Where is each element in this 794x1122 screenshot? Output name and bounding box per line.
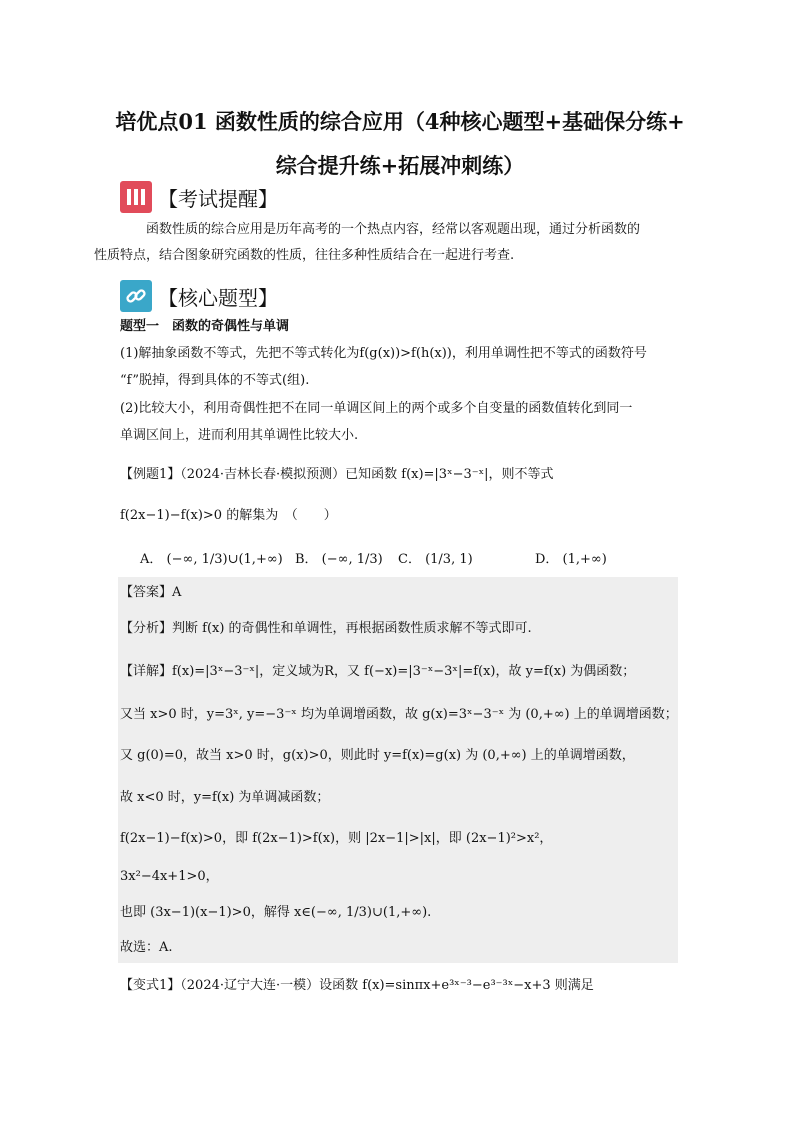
type-1-heading: 题型一 函数的奇偶性与单调	[120, 319, 290, 334]
detail-line-8: 故选：A.	[120, 940, 173, 955]
reminder-text	[94, 217, 680, 269]
detail-line-7: 也即 (3x−1)(x−1)>0，解得 x∈(−∞, 1/3)∪(1,+∞).	[120, 905, 432, 920]
page-title	[100, 100, 700, 188]
option-b: B． (−∞, 1/3)	[295, 552, 383, 567]
title-line-1: 培优点01 函数性质的综合应用（4种核心题型+基础保分练+	[115, 109, 685, 134]
detail-line-4: 故 x<0 时，y=f(x) 为单调减函数；	[120, 790, 330, 805]
link-icon	[120, 280, 152, 312]
reminder-section-header	[120, 180, 278, 214]
variant-1-stem: 【变式1】（2024·辽宁大连·一模）设函数 f(x)=sinπx+e³ˣ⁻³−e³⁻³ˣ−x+3 则满足	[120, 978, 594, 993]
book-icon	[120, 181, 152, 213]
reminder-line-2: 性质特点，结合图象研究函数的性质，往往多种性质结合在一起进行考查.	[94, 248, 515, 263]
example-1-stem-line-1: 【例题1】（2024·吉林长春·模拟预测）已知函数 f(x)=|3ˣ−3⁻ˣ|，则不等式	[120, 467, 554, 482]
detail-line-2: 又当 x>0 时，y=3ˣ, y=−3⁻ˣ 均为单调增函数，故 g(x)=3ˣ−3⁻ˣ 为 (0,+∞) 上的单调增函数；	[120, 707, 678, 722]
detail-line-5: f(2x−1)−f(x)>0，即 f(2x−1)>f(x)，则 |2x−1|>|x|，即 (2x−1)²>x²，	[120, 831, 553, 846]
option-c: C． (1/3, 1)	[398, 552, 473, 567]
core-heading: 【核心题型】	[158, 285, 278, 310]
reminder-line-1: 函数性质的综合应用是历年高考的一个热点内容，经常以客观题出现，通过分析函数的	[146, 222, 641, 237]
reminder-heading: 【考试提醒】	[158, 186, 278, 211]
method-2-line-1: (2)比较大小，利用奇偶性把不在同一单调区间上的两个或多个自变量的函数值转化到同一	[120, 401, 633, 416]
method-1-line-2: “f”脱掉，得到具体的不等式(组).	[120, 373, 310, 388]
method-paragraph-2	[120, 395, 680, 449]
example-1-stem-line-2: f(2x−1)−f(x)>0 的解集为 （ ）	[120, 508, 337, 523]
analysis-line: 【分析】判断 f(x) 的奇偶性和单调性，再根据函数性质求解不等式即可.	[120, 621, 532, 636]
detail-line-1: 【详解】f(x)=|3ˣ−3⁻ˣ|，定义域为R，又 f(−x)=|3⁻ˣ−3ˣ|=f(x)，故 y=f(x) 为偶函数；	[120, 664, 636, 679]
option-a: A． (−∞, 1/3)∪(1,+∞)	[140, 552, 283, 567]
core-section-header	[120, 279, 278, 313]
example-1-options	[140, 548, 660, 568]
detail-line-6: 3x²−4x+1>0，	[120, 869, 219, 884]
method-1-line-1: (1)解抽象函数不等式，先把不等式转化为f(g(x))>f(h(x))，利用单调性把不等式的函数符号	[120, 346, 647, 361]
answer-line: 【答案】A	[120, 585, 182, 600]
method-paragraph-1	[120, 340, 680, 394]
detail-line-3: 又 g(0)=0，故当 x>0 时，g(x)>0，则此时 y=f(x)=g(x) 为 (0,+∞) 上的单调增函数，	[120, 748, 635, 763]
title-line-2: 综合提升练+拓展冲刺练）	[275, 153, 525, 178]
method-2-line-2: 单调区间上，进而利用其单调性比较大小.	[120, 428, 359, 443]
option-d: D． (1,+∞)	[535, 552, 607, 567]
